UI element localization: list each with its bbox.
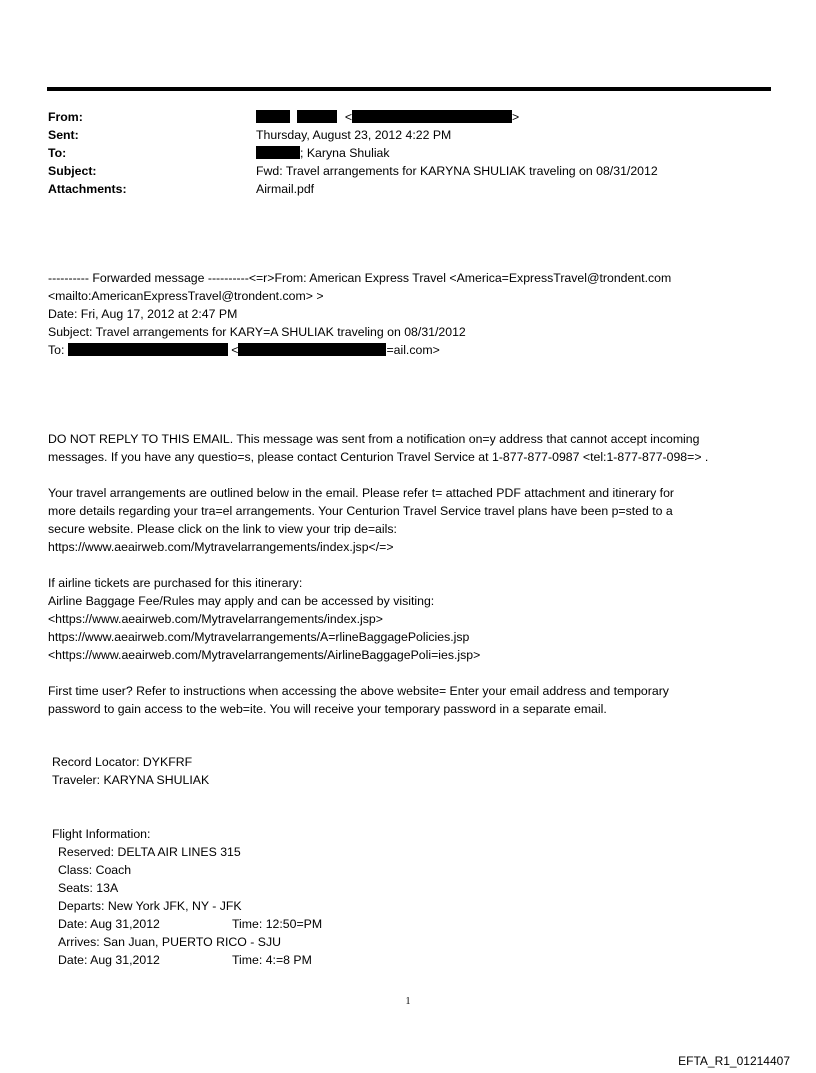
sent-row xyxy=(48,126,748,144)
departure-time: Time: 12:50=PM xyxy=(232,917,323,931)
attachments-label: Attachments: xyxy=(48,182,127,196)
from-value xyxy=(256,108,519,126)
baggage-link[interactable]: <https://www.aeairweb.com/Mytravelarrangements/index.jsp> xyxy=(48,612,383,626)
forwarded-to-label: To: xyxy=(48,343,65,357)
departure-row xyxy=(48,915,778,933)
attachments-row xyxy=(48,180,748,198)
sent-label: Sent: xyxy=(48,128,79,142)
header-rule xyxy=(47,87,771,91)
forwarded-to-suffix: =ail.com> xyxy=(386,343,440,357)
arrangements-block xyxy=(48,484,778,556)
flight-reserved: Reserved: DELTA AIR LINES 315 xyxy=(58,845,241,859)
baggage-block xyxy=(48,574,778,664)
traveler: Traveler: KARYNA SHULIAK xyxy=(52,773,210,787)
forwarded-block xyxy=(48,269,778,359)
forwarded-line: ---------- Forwarded message ----------<=r>From: American Express Travel <America=ExpressTravel@trondent.com xyxy=(48,271,672,285)
notice-line: messages. If you have any questio=s, please contact Centurion Travel Service at 1-877-877-0987 <tel:1-877-877-098=> . xyxy=(48,450,709,464)
forwarded-to-lt: < xyxy=(231,343,239,357)
attachments-value[interactable]: Airmail.pdf xyxy=(256,182,315,196)
flight-heading: Flight Information: xyxy=(52,827,151,841)
to-label: To: xyxy=(48,146,67,160)
flight-arrives: Arrives: San Juan, PUERTO RICO - SJU xyxy=(58,935,282,949)
arrival-row xyxy=(48,951,778,969)
document-id: EFTA_R1_01214407 xyxy=(678,1054,790,1068)
notice-block xyxy=(48,430,778,466)
baggage-line: If airline tickets are purchased for this itinerary: xyxy=(48,576,303,590)
baggage-link[interactable]: <https://www.aeairweb.com/Mytravelarrangements/AirlineBaggagePoli=ies.jsp> xyxy=(48,648,481,662)
email-header xyxy=(48,108,748,198)
redaction-bar xyxy=(256,110,290,123)
flight-seats: Seats: 13A xyxy=(58,881,119,895)
first-time-line: First time user? Refer to instructions when accessing the above website= Enter your email address and temporary xyxy=(48,684,669,698)
notice-line: DO NOT REPLY TO THIS EMAIL. This message was sent from a notification on=y address that cannot accept incoming xyxy=(48,432,700,446)
forwarded-to-line xyxy=(48,341,778,359)
page-number: 1 xyxy=(405,996,411,1007)
from-row xyxy=(48,108,748,126)
redaction-bar xyxy=(68,343,228,356)
from-lt: < xyxy=(344,110,353,124)
record-block xyxy=(48,753,778,789)
subject-row xyxy=(48,162,748,180)
arrival-time: Time: 4:=8 PM xyxy=(232,953,312,967)
arrival-date: Date: Aug 31,2012 xyxy=(58,953,160,967)
subject-value: Fwd: Travel arrangements for KARYNA SHULIAK traveling on 08/31/2012 xyxy=(256,164,658,178)
departure-date: Date: Aug 31,2012 xyxy=(58,917,160,931)
from-label: From: xyxy=(48,110,83,124)
arrangements-line: secure website. Please click on the link to view your trip de=ails: xyxy=(48,522,397,536)
trip-link[interactable]: https://www.aeairweb.com/Mytravelarrangements/index.jsp</=> xyxy=(48,540,394,554)
forwarded-line: Subject: Travel arrangements for KARY=A SHULIAK traveling on 08/31/2012 xyxy=(48,325,466,339)
to-row xyxy=(48,144,748,162)
to-value-wrap xyxy=(256,144,390,162)
record-locator: Record Locator: DYKFRF xyxy=(52,755,193,769)
redaction-bar xyxy=(238,343,386,356)
redaction-bar xyxy=(256,146,300,159)
flight-block xyxy=(48,825,778,969)
first-time-line: password to gain access to the web=ite. You will receive your temporary password in a separate email. xyxy=(48,702,607,716)
flight-class: Class: Coach xyxy=(58,863,132,877)
from-gt: > xyxy=(512,110,520,124)
sent-value: Thursday, August 23, 2012 4:22 PM xyxy=(256,128,452,142)
baggage-link[interactable]: https://www.aeairweb.com/Mytravelarrangements/A=rlineBaggagePolicies.jsp xyxy=(48,630,470,644)
arrangements-line: more details regarding your tra=el arrangements. Your Centurion Travel Service travel plans have been p=sted to a xyxy=(48,504,673,518)
redaction-bar xyxy=(297,110,337,123)
redaction-bar xyxy=(352,110,512,123)
flight-departs: Departs: New York JFK, NY - JFK xyxy=(58,899,242,913)
first-time-block xyxy=(48,682,778,718)
forwarded-line: Date: Fri, Aug 17, 2012 at 2:47 PM xyxy=(48,307,238,321)
baggage-line: Airline Baggage Fee/Rules may apply and can be accessed by visiting: xyxy=(48,594,435,608)
arrangements-line: Your travel arrangements are outlined below in the email. Please refer t= attached PDF attachment and itinerary for xyxy=(48,486,675,500)
subject-label: Subject: xyxy=(48,164,97,178)
to-value: ; Karyna Shuliak xyxy=(300,146,390,160)
forwarded-line: <mailto:AmericanExpressTravel@trondent.com> > xyxy=(48,289,324,303)
